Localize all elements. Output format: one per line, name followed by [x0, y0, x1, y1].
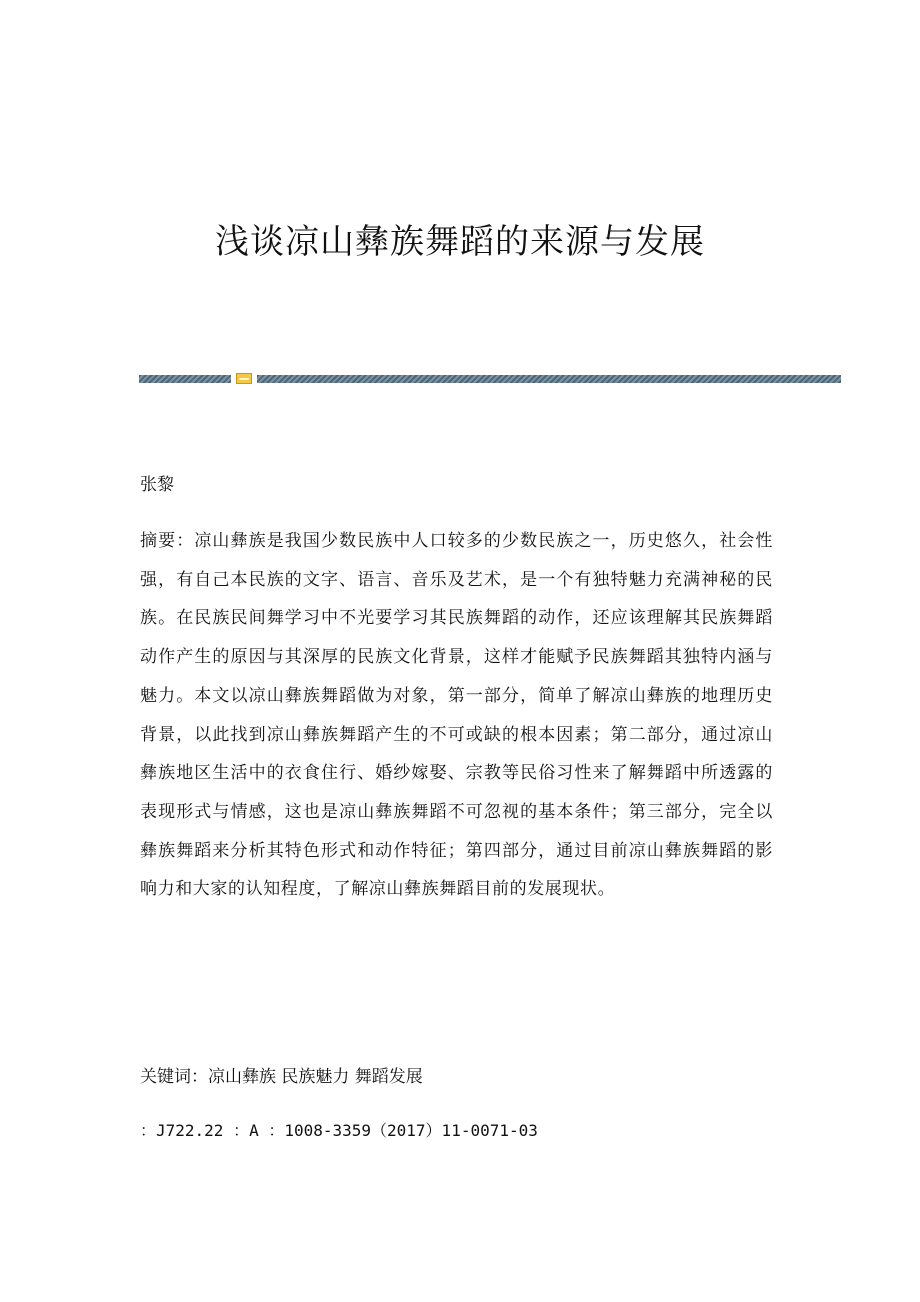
keywords-line	[140, 1062, 423, 1087]
title-divider	[139, 374, 841, 384]
divider-bar-right	[257, 375, 841, 383]
keywords-text: 凉山彝族 民族魅力 舞蹈发展	[208, 1067, 423, 1087]
abstract-label: 摘要：	[140, 531, 195, 551]
author-name: 张黎	[140, 475, 174, 495]
abstract-paragraph	[140, 522, 773, 909]
abstract-text: 凉山彝族是我国少数民族中人口较多的少数民族之一，历史悠久，社会性强，有自己本民族的文字、语言、音乐及艺术，是一个有独特魅力充满神秘的民族。在民族民间舞学习中不光要学习其民族舞蹈的动作，还应该理解其民族舞蹈动作产生的原因与其深厚的民族文化背景，这样才能赋予民族舞蹈其独特内涵与魅力。本文以凉山彝族舞蹈做为对象，第一部分，简单了解凉山彝族的地理历史背景，以此找到凉山彝族舞蹈产生的不可或缺的根本因素；第二部分，通过凉山彝族地区生活中的衣食住行、婚纱嫁娶、宗教等民俗习性来了解舞蹈中所透露的表现形式与情感，这也是凉山彝族舞蹈不可忽视的基本条件；第三部分，完全以彝族舞蹈来分析其特色形式和动作特征；第四部分，通过目前凉山彝族舞蹈的影响力和大家的认知程度，了解凉山彝族舞蹈目前的发展现状。	[140, 531, 773, 900]
paper-title: 浅谈凉山彝族舞蹈的来源与发展	[215, 222, 705, 262]
divider-bar-left	[139, 375, 231, 383]
keywords-label: 关键词：	[140, 1067, 208, 1087]
divider-emblem-icon	[236, 373, 252, 384]
classification-line: ：J722.22 ：A ：1008-3359（2017）11-0071-03	[140, 1121, 538, 1140]
